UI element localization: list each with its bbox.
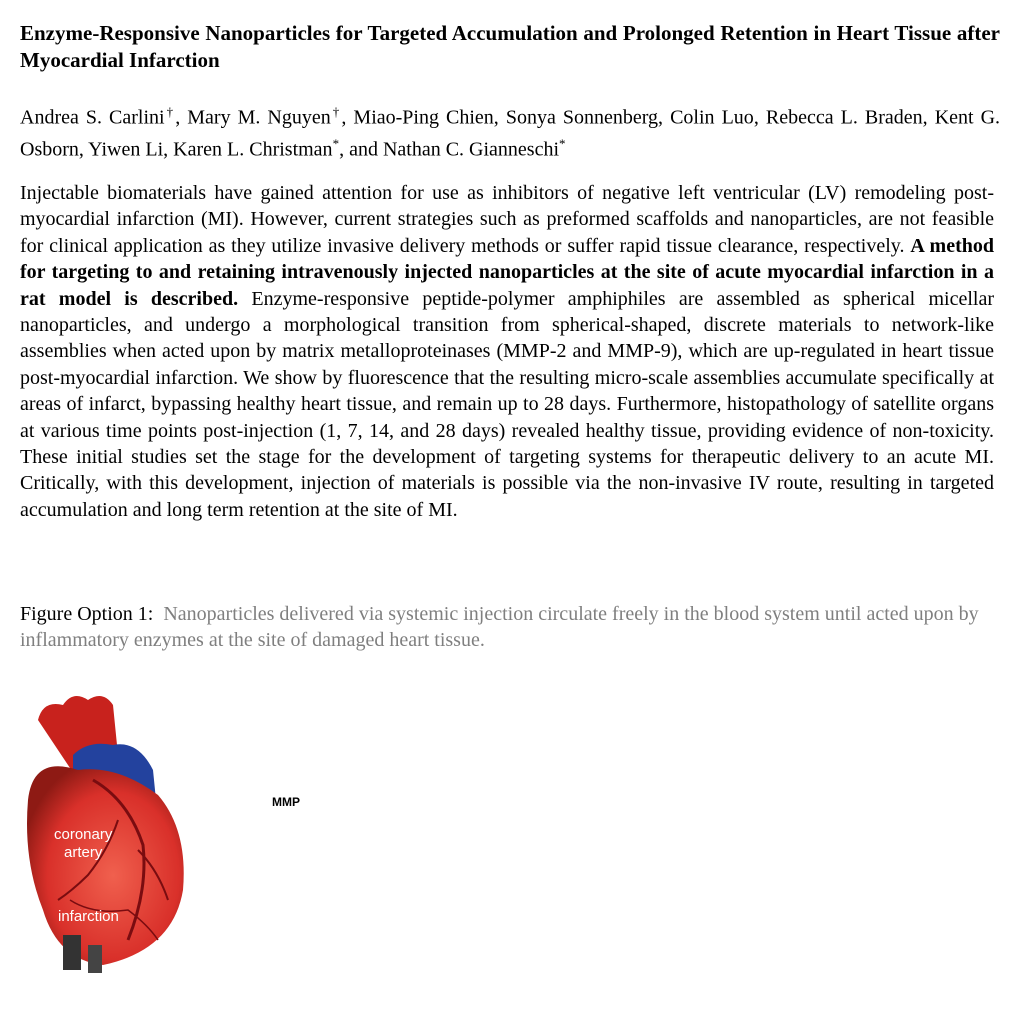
figure-caption — [20, 601, 1000, 653]
author-name: Mary M. Nguyen — [187, 106, 331, 129]
author-name: Nathan C. Gianneschi — [382, 138, 560, 161]
author-mark: † — [164, 104, 176, 119]
infarction-label: infarction — [58, 908, 119, 925]
abstract-text-1: Injectable biomaterials have gained attention for use as inhibitors of negative left ventricular (LV) remodeling post-myocardial infarction (MI). However, current strategies such as preformed scaffolds and nanoparticles, are not feasible for clinical application as they utilize invasive delivery methods or suffer rapid tissue clearance, respectively. — [20, 182, 994, 257]
author-separator: , — [175, 106, 188, 129]
coronary-label-line2: artery — [64, 844, 103, 861]
coronary-label-line1: coronary — [54, 826, 113, 843]
toc-figure — [18, 660, 388, 1005]
caption-text: Nanoparticles delivered via systemic injection circulate freely in the blood system until acted upon by inflammatory enzymes at the site of damaged heart tissue. — [20, 603, 979, 651]
author-name: Kent G. Osborn — [20, 106, 1001, 161]
author-name: Yiwen Li — [88, 138, 164, 161]
author-mark: † — [330, 104, 342, 119]
abstract — [20, 180, 994, 523]
author-name: Karen L. Christman — [173, 138, 333, 161]
author-separator: , — [341, 106, 354, 129]
author-name: Rebecca L. Braden — [765, 106, 923, 129]
coronary-artery-label — [54, 826, 112, 862]
author-separator: , — [493, 106, 506, 129]
author-mark: * — [332, 135, 340, 151]
author-separator: , — [753, 106, 766, 129]
author-separator: , and — [339, 138, 383, 161]
mmp-label: MMP — [272, 795, 300, 809]
author-mark: * — [559, 135, 566, 151]
author-separator: , — [922, 106, 935, 129]
author-name: Miao-Ping Chien — [353, 106, 494, 129]
author-list — [20, 99, 1000, 162]
caption-label: Figure Option 1: — [20, 603, 154, 625]
author-separator: , — [163, 138, 174, 161]
author-name: Sonya Sonnenberg — [505, 106, 659, 129]
paper-title: Enzyme-Responsive Nanoparticles for Targeted Accumulation and Prolonged Retention in Heart Tissue after Myocardial Infarction — [20, 21, 1000, 72]
author-separator: , — [658, 106, 671, 129]
abstract-text-2: Enzyme-responsive peptide-polymer amphiphiles are assembled as spherical micellar nanoparticles, and undergo a morphological transition from spherical-shaped, discrete materials to network-like assemblies when acted upon by matrix metalloproteinases (MMP-2 and MMP-9), which are up-regulated in heart tissue post-myocardial infarction. We show by fluorescence that the resulting micro-scale assemblies accumulate specifically at areas of infarct, bypassing healthy heart tissue, and remain up to 28 days. Furthermore, histopathology of satellite organs at various time points post-injection (1, 7, 14, and 28 days) revealed healthy tissue, providing evidence of non-toxicity. These initial studies set the stage for the development of targeting systems for therapeutic delivery to an acute MI. Critically, with this development, injection of materials is possible via the non-invasive IV route, resulting in targeted accumulation and long term retention at the site of MI. — [20, 287, 994, 521]
author-name: Colin Luo — [670, 106, 754, 129]
author-separator: , — [78, 138, 89, 161]
abstract-bold-sentence: A method for targeting to and retaining intravenously injected nanoparticles at the site of acute myocardial infarction in a rat model is described. — [20, 234, 994, 310]
author-name: Andrea S. Carlini — [20, 106, 165, 129]
